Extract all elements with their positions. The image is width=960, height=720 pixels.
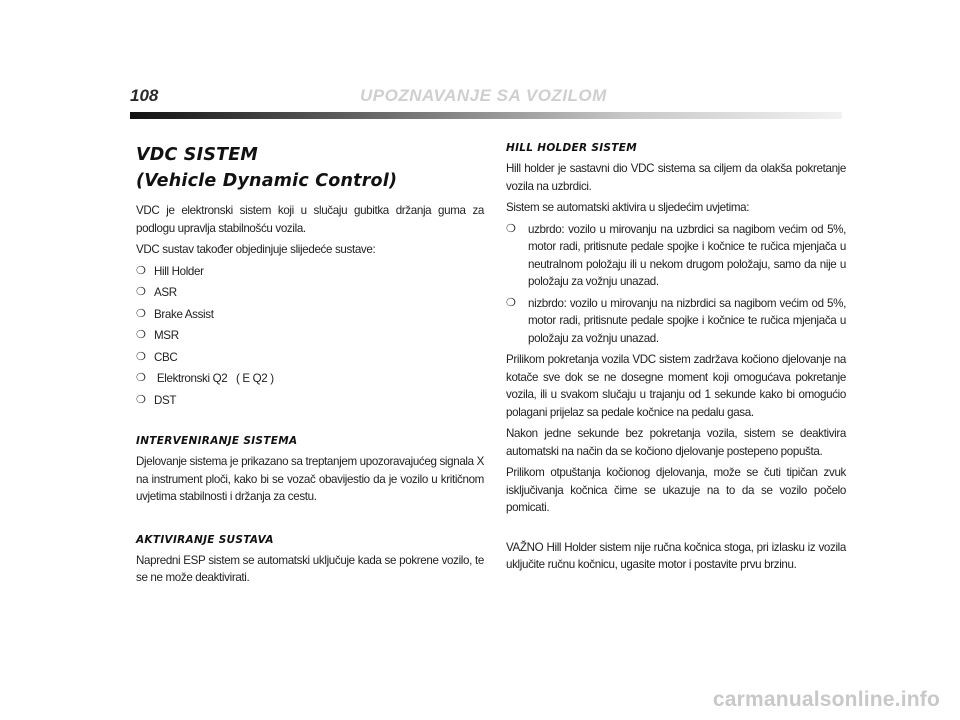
bullet-icon: ❍ [136,372,146,384]
hill-holder-heading: HILL HOLDER SISTEM [506,142,637,154]
list-item: ❍ nizbrdo: vozilo u mirovanju na nizbrdici sa nagibom većim od 5%, motor radi, pritisnute pedale spojke i kočnice te ručica mjenjača u položaju za vožnju unazad. [506,296,846,345]
list-item: ❍ Hill Holder [136,263,484,281]
bullet-icon: ❍ [136,329,146,341]
bullet-icon: ❍ [136,264,146,277]
activation-paragraph: Napredni ESP sistem se automatski uključuje kada se pokrene vozilo, te se ne može deaktivirati. [136,553,484,584]
activation-heading: AKTIVIRANJE SUSTAVA [136,533,274,546]
watermark: carmanualsonline.info [712,688,940,711]
bullet-icon: ❍ [136,307,146,320]
section-title [136,142,484,194]
page-number: 108 [130,86,159,105]
list-item: ❍ uzbrdo: vozilo u mirovanju na uzbrdici sa nagibom većim od 5%, motor radi, pritisnute pedale spojke i kočnice te ručica mjenjača u neutralnom položaju ili u nekom drugom položaju, samo da nije u položaju za vožnju unazad. [506,222,846,288]
left-column [136,140,484,591]
deactivate-paragraph: Nakon jedne sekunde bez pokretanja vozila, sistem se deaktivira automatski na način da se kočiono djelovanje postepeno popušta. [506,427,846,458]
bullet-icon: ❍ [136,286,146,298]
includes-paragraph: VDC sustav također objedinjuje slijedeće sustave: [136,243,376,256]
intervention-heading: INTERVENIRANJE SISTEMA [136,435,298,447]
running-title: UPOZNAVANJE SA VOZILOM [360,86,607,105]
hill-intro-paragraph: Hill holder je sastavni dio VDC sistema sa ciljem da olakša pokretanje vozila na uzbrdici. [506,162,846,193]
bullet-icon: ❍ [136,350,146,363]
intervention-paragraph: Djelovanje sistema je prikazano sa treptanjem upozoravajućeg signala X na instrument ploči, kako bi se vozač obavijestio da je vozilo u kritičnom uvjetima stabilnosti i držanja za cestu. [136,455,484,503]
conditions-list [506,221,846,348]
header-rule [130,112,842,119]
systems-list [136,263,484,410]
section-title-line1: VDC SISTEM [136,145,259,165]
bullet-icon: ❍ [506,296,516,309]
list-item: ❍ Brake Assist [136,306,484,324]
list-item: ❍ DST [136,392,484,410]
right-column [506,140,846,578]
sound-paragraph: Prilikom otpuštanja kočionog djelovanja, može se čuti tipičan zvuk isključivanja kočnica čime se ukazuje na to da se vozilo počelo pomicati. [506,466,846,514]
section-title-line2: (Vehicle Dynamic Control) [136,171,398,191]
bullet-icon: ❍ [136,393,146,406]
list-item: ❍ Elektronski Q2 ( E Q2 ) [136,370,484,388]
list-item: ❍ ASR [136,284,484,302]
bullet-icon: ❍ [506,222,516,235]
conditions-intro: Sistem se automatski aktivira u sljedećim uvjetima: [506,201,750,214]
list-item: ❍ CBC [136,349,484,367]
list-item: ❍ MSR [136,327,484,345]
braking-paragraph: Prilikom pokretanja vozila VDC sistem zadržava kočiono djelovanje na kotače sve dok se ne dosegne moment koji omogućava pokretanje vozila, ili u svakom slučaju u trajanju od 1 sekunde kako bi omogućio polagani prijelaz sa pedale kočnice na pedalu gasa. [506,353,846,419]
intro-paragraph: VDC je elektronski sistem koji u slučaju gubitka držanja guma za podlogu upravlja stabilnošću vozila. [136,204,484,235]
important-note: VAŽNO Hill Holder sistem nije ručna kočnica stoga, pri izlasku iz vozila uključite ručnu kočnicu, ugasite motor i postavite prvu brzinu. [506,540,846,571]
